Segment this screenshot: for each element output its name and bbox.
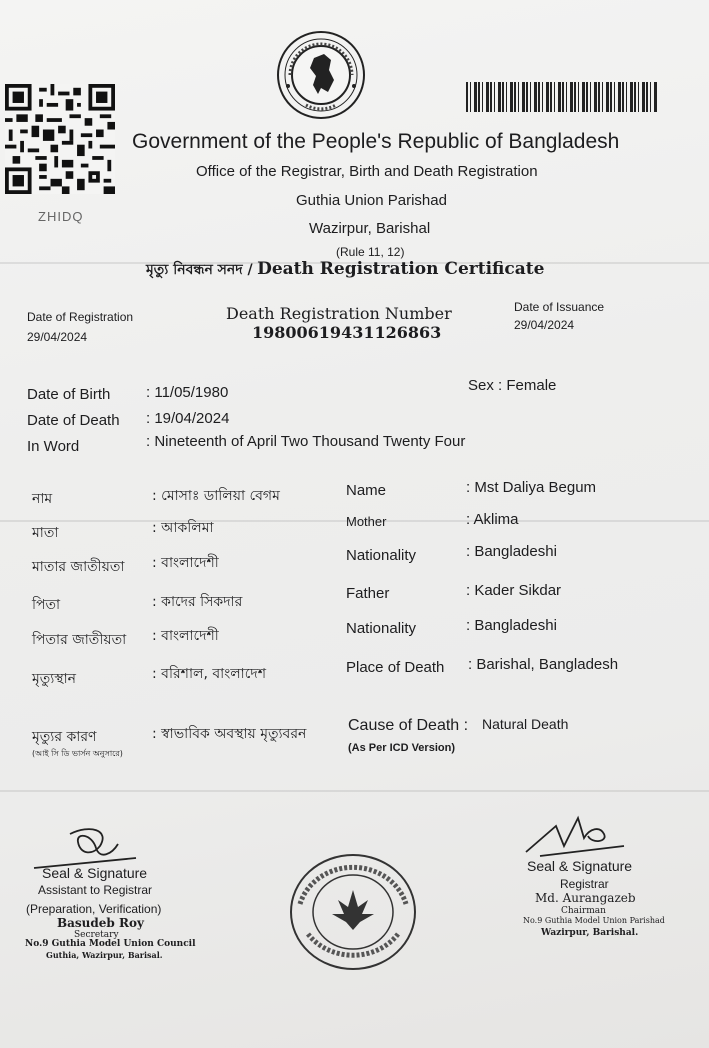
inword-value: : Nineteenth of April Two Thousand Twenty Four (146, 433, 466, 450)
field-bn-value: : বাংলাদেশী (152, 555, 219, 571)
area-name: Wazirpur, Barishal (309, 220, 431, 237)
right-place: Wazirpur, Barishal. (541, 928, 639, 938)
field-en-value: : Bangladeshi (466, 543, 557, 560)
dod-value: : 19/04/2024 (146, 410, 230, 427)
registration-number-value: 19800619431126863 (252, 323, 442, 342)
dob-value: : 11/05/1980 (146, 384, 229, 401)
field-bn-value: : মোসাঃ ডালিয়া বেগম (152, 488, 280, 504)
left-sub-role: (Preparation, Verification) (26, 902, 162, 916)
cause-sub-bn: (আই সি ডি ভার্সন অনুসারে) (32, 749, 123, 758)
field-bn-value: : বরিশাল, বাংলাদেশ (152, 666, 266, 682)
right-seal-label: Seal & Signature (527, 858, 633, 874)
right-name: Md. Aurangazeb (535, 891, 636, 905)
left-place: Guthia, Wazirpur, Barisal. (46, 950, 163, 960)
right-council: No.9 Guthia Model Union Parishad (523, 916, 665, 925)
field-bn-label: মাতা (32, 525, 59, 541)
field-bn-label: পিতার জাতীয়তা (32, 632, 127, 648)
barcode-icon (466, 82, 658, 112)
date-of-registration-label: Date of Registration (27, 310, 134, 324)
field-bn-label: মাতার জাতীয়তা (32, 559, 125, 575)
field-bn-label: পিতা (32, 597, 61, 613)
council-seal-icon (288, 852, 418, 972)
field-en-label: Nationality (346, 547, 417, 564)
right-title: Chairman (561, 906, 606, 916)
government-seal-icon (276, 30, 366, 120)
rule-reference: (Rule 11, 12) (336, 245, 405, 259)
left-council: No.9 Guthia Model Union Council (25, 939, 196, 949)
field-en-label: Father (346, 585, 390, 602)
certificate-title-bn: মৃত্যু নিবন্ধন সনদ / (146, 262, 253, 278)
office-title: Office of the Registrar, Birth and Death Registration (196, 163, 538, 180)
date-of-issuance-label: Date of Issuance (514, 300, 605, 314)
field-bn-label: নাম (32, 491, 53, 507)
signature-right-icon (520, 812, 630, 862)
cause-value-bn: : স্বাভাবিক অবস্থায় মৃত্যুবরন (152, 726, 307, 742)
field-en-value: : Bangladeshi (466, 617, 557, 634)
registration-number-label: Death Registration Number (226, 304, 452, 323)
right-role: Registrar (560, 877, 609, 891)
cause-value-en: Natural Death (482, 716, 569, 732)
cause-sub-en: (As Per ICD Version) (348, 742, 455, 754)
certificate-title (146, 258, 544, 282)
fold-line (0, 790, 709, 792)
field-en-value: : Mst Daliya Begum (466, 479, 597, 496)
certificate-title-en: Death Registration Certificate (257, 259, 545, 279)
field-en-label: Place of Death (346, 659, 445, 676)
sex-value: Sex : Female (468, 377, 557, 394)
date-of-registration-value: 29/04/2024 (27, 330, 88, 344)
field-bn-value: : আকলিমা (152, 520, 214, 536)
field-en-value: : Barishal, Bangladesh (468, 656, 619, 673)
cause-label-en: Cause of Death : (348, 717, 469, 734)
field-bn-value: : কাদের সিকদার (152, 594, 243, 610)
left-role: Assistant to Registrar (38, 883, 153, 897)
date-of-issuance-value: 29/04/2024 (514, 318, 575, 332)
field-bn-label: মৃত্যুস্থান (32, 671, 77, 687)
qr-code-icon (5, 84, 115, 194)
field-bn-value: : বাংলাদেশী (152, 628, 219, 644)
government-title: Government of the People's Republic of Bangladesh (132, 130, 620, 153)
left-title: Secretary (74, 930, 119, 940)
field-en-label: Name (346, 482, 387, 499)
cause-label-bn: মৃত্যুর কারণ (32, 729, 97, 745)
dod-label: Date of Death (27, 412, 120, 429)
left-name: Basudeb Roy (57, 916, 144, 930)
document-code: ZHIDQ (38, 209, 84, 224)
field-en-label: Nationality (346, 620, 417, 637)
union-name: Guthia Union Parishad (296, 192, 447, 209)
field-en-value: : Aklima (466, 511, 519, 528)
inword-label: In Word (27, 438, 80, 455)
field-en-value: : Kader Sikdar (466, 582, 562, 599)
field-en-label: Mother (346, 514, 387, 529)
left-seal-label: Seal & Signature (42, 865, 148, 881)
dob-label: Date of Birth (27, 386, 111, 403)
